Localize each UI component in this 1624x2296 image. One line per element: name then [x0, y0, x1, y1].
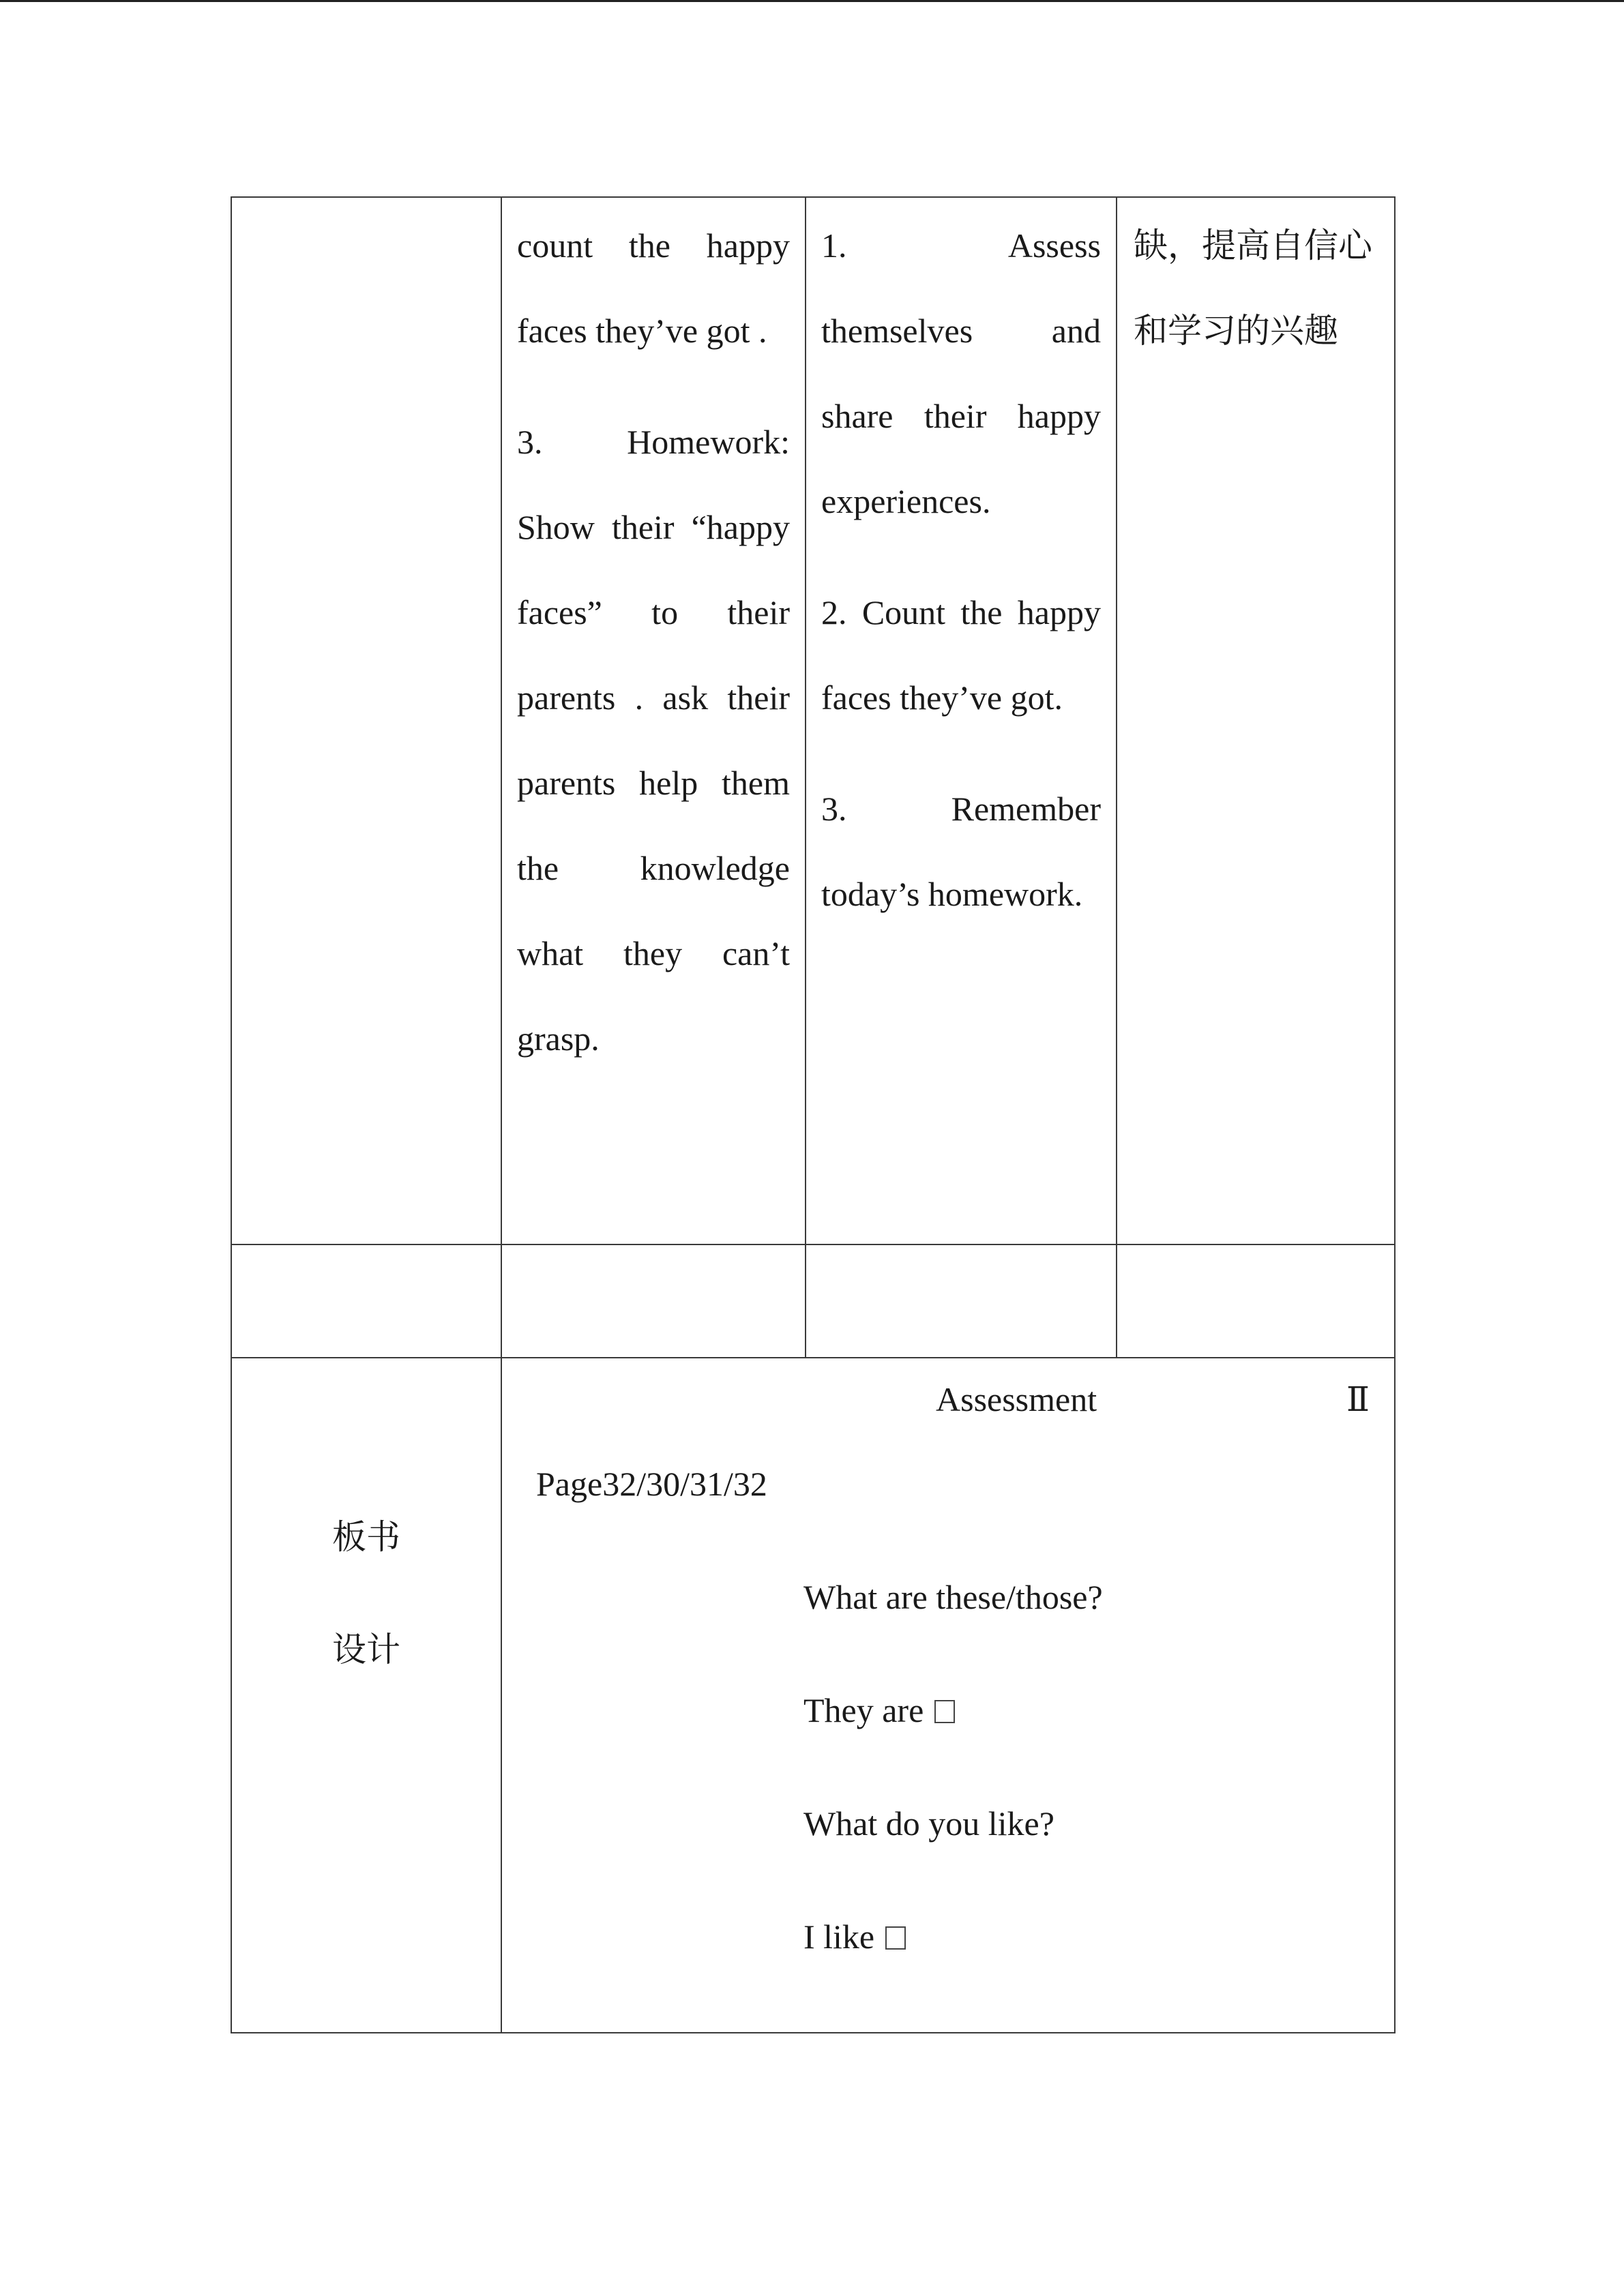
- board-line: They are: [803, 1690, 955, 1731]
- lesson-plan-table: [231, 196, 1396, 2033]
- teacher-activity-text: count the happy faces they’ve got .: [517, 226, 790, 350]
- table-row: [231, 1244, 1395, 1358]
- teacher-activity-text: 3. Homework: Show their “happy faces” to their parents . ask their parents help them the knowledge what they can’t grasp.: [517, 423, 790, 1058]
- board-line: What are these/those?: [803, 1578, 1103, 1616]
- empty-cell: [1117, 1244, 1395, 1358]
- table-row: [231, 1358, 1395, 2033]
- board-heading: Assessment: [936, 1380, 1097, 1418]
- board-design-label: 板书: [332, 1517, 400, 1557]
- board-line: I like: [803, 1916, 906, 1957]
- empty-cell: [806, 1244, 1117, 1358]
- student-activity-text: 3. Remember today’s homework.: [821, 790, 1101, 913]
- student-activity-cell: [806, 197, 1117, 1244]
- board-design-cell: [501, 1358, 1395, 2033]
- top-border-line: [0, 0, 1624, 2]
- blank-box-icon: [934, 1700, 955, 1723]
- board-design-label: 设计: [332, 1630, 400, 1669]
- table-row: [231, 197, 1395, 1244]
- board-roman-numeral: Ⅱ: [1346, 1380, 1370, 1418]
- student-activity-text: 2. Count the happy faces they’ve got.: [821, 593, 1101, 717]
- board-design-label-cell: [231, 1358, 501, 2033]
- empty-cell: [231, 1244, 501, 1358]
- design-intent-cell: [1117, 197, 1395, 1244]
- empty-cell: [231, 197, 501, 1244]
- blank-box-icon: [885, 1926, 906, 1950]
- board-pages: Page32/30/31/32: [536, 1465, 767, 1503]
- student-activity-text: 1. Assess themselves and share their happy experiences.: [821, 226, 1101, 520]
- empty-cell: [501, 1244, 806, 1358]
- teacher-activity-cell: [501, 197, 806, 1244]
- design-intent-text: 缺，提高自信心和学习的兴趣: [1134, 226, 1372, 351]
- board-line: What do you like?: [803, 1804, 1054, 1843]
